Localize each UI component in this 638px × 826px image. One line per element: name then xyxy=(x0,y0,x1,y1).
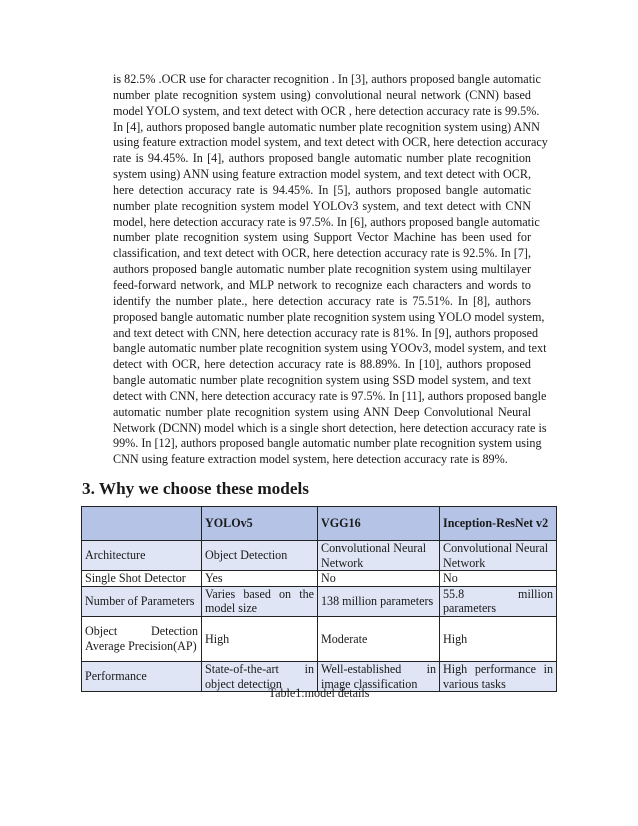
table-cell: Yes xyxy=(202,571,318,587)
paragraph-line: number plate recognition system using Support Vector Machine has been used for xyxy=(113,230,531,245)
table-row xyxy=(82,541,557,571)
table-cell: Convolutional Neural Network xyxy=(440,541,557,571)
header-cell-empty xyxy=(82,507,202,541)
table-row xyxy=(82,616,557,661)
table-cell: Varies based on the model size xyxy=(202,586,318,616)
paragraph-line: Network (DCNN) model which is a single short detection, here detection accuracy rate is xyxy=(113,420,547,435)
table-cell: Well-established in image classification xyxy=(318,661,440,691)
header-cell-inception-resnet: Inception-ResNet v2 xyxy=(440,507,557,541)
paragraph-line: here detection accuracy rate is 94.45%. In [5], authors proposed bangle automatic xyxy=(113,182,531,197)
paragraph-line: automatic number plate recognition system using ANN Deep Convolutional Neural xyxy=(113,404,531,419)
table-cell: No xyxy=(318,571,440,587)
paragraph-line: feed-forward network, and MLP network to recognize each characters and words to xyxy=(113,277,531,292)
table-cell: High xyxy=(202,616,318,661)
paragraph-line: CNN using feature extraction model system, here detection accuracy rate is 89%. xyxy=(113,452,508,467)
body-paragraph xyxy=(113,72,548,468)
paragraph-line: model YOLO system, and text detect with OCR , here detection accuracy rate is 99.5%. xyxy=(113,103,540,118)
paragraph-line: bangle automatic number plate recognition system using SSD model system, and text xyxy=(113,373,531,388)
paragraph-line: authors proposed bangle automatic number plate recognition system using multilayer xyxy=(113,262,531,277)
paragraph-line: rate is 94.45%. In [4], authors proposed bangle automatic number plate recognition xyxy=(113,151,531,166)
paragraph-line: 99%. In [12], authors proposed bangle automatic number plate recognition system using xyxy=(113,436,542,451)
table-cell: No xyxy=(440,571,557,587)
table-header-row xyxy=(82,507,557,541)
table-cell: High performance in various tasks xyxy=(440,661,557,691)
table-cell: Moderate xyxy=(318,616,440,661)
header-cell-yolov5: YOLOv5 xyxy=(202,507,318,541)
paragraph-line: number plate recognition system using) convolutional neural network (CNN) based xyxy=(113,87,531,102)
paragraph-line: In [4], authors proposed bangle automatic number plate recognition system using) ANN xyxy=(113,119,540,134)
row-label: Architecture xyxy=(82,541,202,571)
table-cell: Object Detection xyxy=(202,541,318,571)
table-cell: Convolutional Neural Network xyxy=(318,541,440,571)
paragraph-line: number plate recognition system model YOLOv3 system, and text detect with CNN xyxy=(113,198,531,213)
paragraph-line: model, here detection accuracy rate is 97.5%. In [6], authors proposed bangle automatic xyxy=(113,214,540,229)
table-row xyxy=(82,586,557,616)
paragraph-line: proposed bangle automatic number plate recognition system using YOLO model system, xyxy=(113,309,545,324)
paragraph-line: is 82.5% .OCR use for character recognition . In [3], authors proposed bangle automatic xyxy=(113,72,541,86)
paragraph-line: using feature extraction model system, and text detect with OCR, here detection accuracy xyxy=(113,135,548,150)
section-heading: 3. Why we choose these models xyxy=(82,479,309,498)
table-cell: State-of-the-art in object detection xyxy=(202,661,318,691)
table-cell: 138 million parameters xyxy=(318,586,440,616)
row-label: Object Detection Average Precision(AP) xyxy=(82,616,202,661)
paragraph-line: bangle automatic number plate recognition system using YOOv3, model system, and text xyxy=(113,341,547,356)
paragraph-line: system using) ANN using feature extraction model system, and text detect with OCR, xyxy=(113,167,531,182)
table-cell: 55.8 million parameters xyxy=(440,586,557,616)
model-comparison-table xyxy=(81,506,557,692)
paragraph-line: classification, and text detect with OCR, here detection accuracy rate is 92.5%. In [7], xyxy=(113,246,531,261)
table-row xyxy=(82,571,557,587)
row-label: Single Shot Detector xyxy=(82,571,202,587)
table-caption: Table1:model details xyxy=(268,686,370,700)
paragraph-line: and text detect with CNN, here detection accuracy rate is 81%. In [9], authors proposed xyxy=(113,325,539,340)
table-cell: High xyxy=(440,616,557,661)
row-label: Number of Parameters xyxy=(82,586,202,616)
paragraph-line: identify the number plate., here detection accuracy rate is 75.51%. In [8], authors xyxy=(113,293,531,308)
paragraph-line: detect with OCR, here detection accuracy rate is 88.89%. In [10], authors proposed xyxy=(113,357,531,372)
row-label: Performance xyxy=(82,661,202,691)
paragraph-line: detect with CNN, here detection accuracy rate is 97.5%. In [11], authors proposed bangle xyxy=(113,388,547,403)
header-cell-vgg16: VGG16 xyxy=(318,507,440,541)
